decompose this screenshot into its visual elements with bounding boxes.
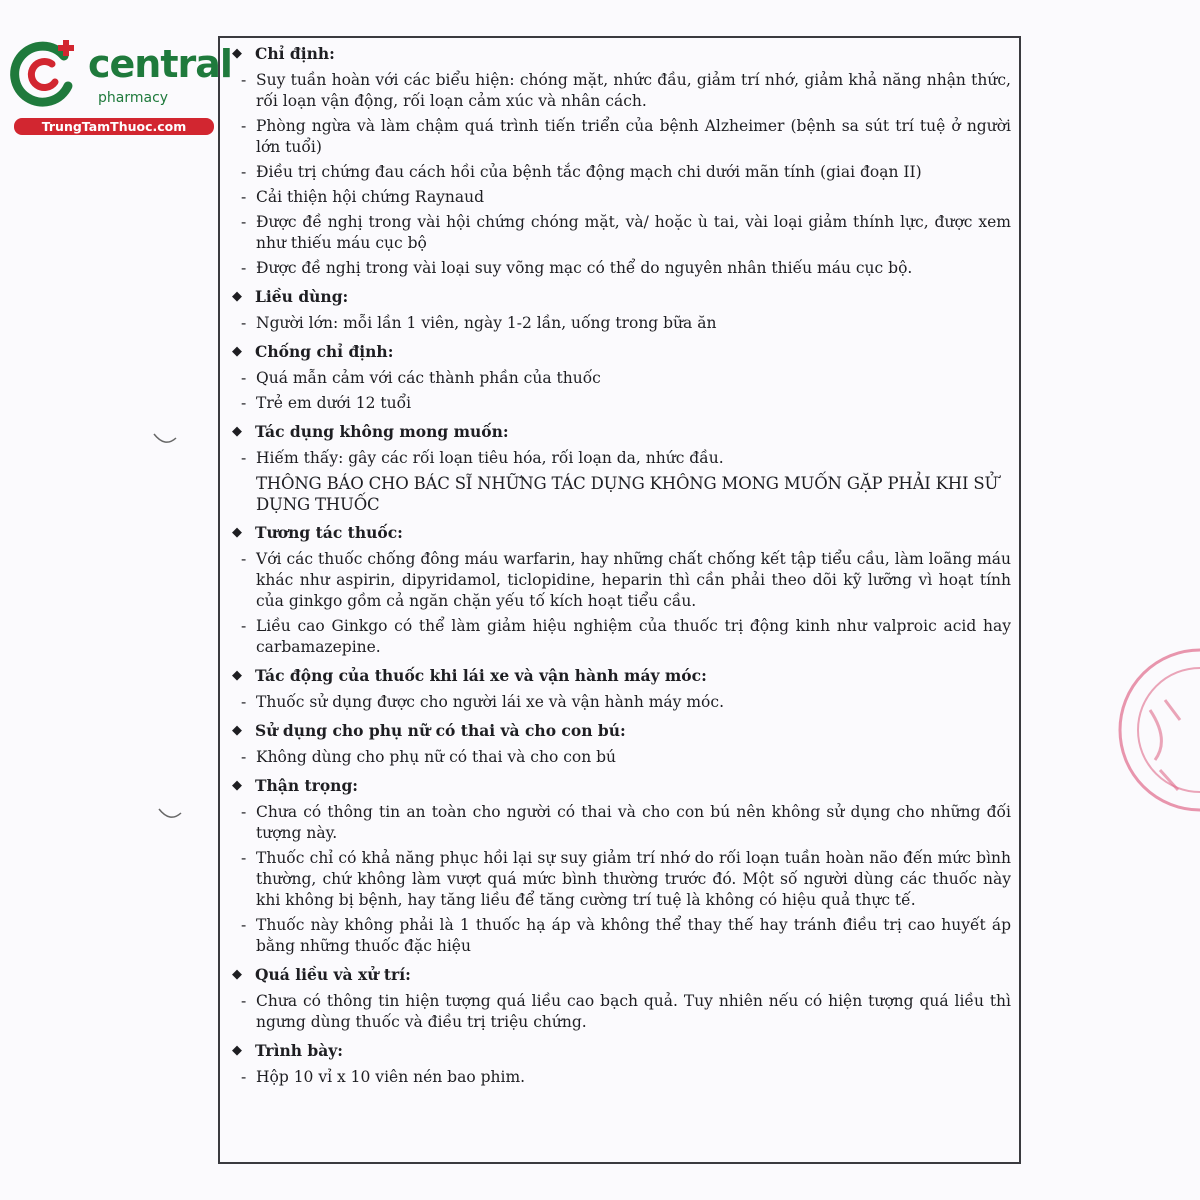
list-item xyxy=(228,448,1011,469)
list-item-text: Thuốc chỉ có khả năng phục hồi lại sự suy giảm trí nhớ do rối loạn tuần hoàn não đến mức bình thường, chứ không làm vượt quá mức bình thường trước đó. Một số người dùng các thuốc này khi không bị bệnh, hay tăng liều để tăng cường trí tuệ là không có hiệu quả thực tế. xyxy=(256,849,1011,909)
section xyxy=(228,285,1011,334)
list-item-text: Thuốc sử dụng được cho người lái xe và vận hành máy móc. xyxy=(256,693,724,711)
dash-bullet: - xyxy=(241,1068,247,1086)
section-heading-text: Chống chỉ định xyxy=(255,342,388,361)
dash-bullet: - xyxy=(241,849,247,867)
dash-bullet: - xyxy=(241,188,247,206)
section xyxy=(228,340,1011,414)
section-heading-text: Tương tác thuốc xyxy=(255,523,398,542)
section-heading-text: Chỉ định xyxy=(255,44,330,63)
list-item xyxy=(228,915,1011,957)
dash-bullet: - xyxy=(241,163,247,181)
list-item-text: Liều cao Ginkgo có thể làm giảm hiệu nghiệm của thuốc trị động kinh như valproic acid hay carbamazepine. xyxy=(256,617,1011,656)
section-heading: ◆ Tương tác thuốc: xyxy=(228,521,1011,545)
diamond-bullet-icon: ◆ xyxy=(232,424,242,439)
list-item xyxy=(228,70,1011,112)
dash-bullet: - xyxy=(241,992,247,1010)
diamond-bullet-icon: ◆ xyxy=(232,344,242,359)
dash-bullet: - xyxy=(241,314,247,332)
warning-note: THÔNG BÁO CHO BÁC SĨ NHỮNG TÁC DỤNG KHÔNG MONG MUỐN GẶP PHẢI KHI SỬ DỤNG THUỐC xyxy=(256,474,999,514)
dash-bullet: - xyxy=(241,916,247,934)
dash-bullet: - xyxy=(241,71,247,89)
list-item-text: Suy tuần hoàn với các biểu hiện: chóng mặt, nhức đầu, giảm trí nhớ, giảm khả năng nhận thức, rối loạn vận động, rối loạn cảm xúc và nhân cách. xyxy=(256,71,1011,110)
list-item xyxy=(228,162,1011,183)
section xyxy=(228,42,1011,279)
list-item xyxy=(228,802,1011,844)
list-item-text: Người lớn: mỗi lần 1 viên, ngày 1-2 lần, uống trong bữa ăn xyxy=(256,314,717,332)
diamond-bullet-icon: ◆ xyxy=(232,723,242,738)
dash-bullet: - xyxy=(241,117,247,135)
list-item xyxy=(228,313,1011,334)
section-heading: ◆ Quá liều và xử trí: xyxy=(228,963,1011,987)
logo-subtitle: pharmacy xyxy=(98,90,169,106)
list-item-text: Được đề nghị trong vài hội chứng chóng mặt, và/ hoặc ù tai, vài loại giảm thính lực, được xem như thiếu máu cục bộ xyxy=(256,213,1011,252)
section-heading: ◆ Trình bày: xyxy=(228,1039,1011,1063)
section xyxy=(228,719,1011,768)
diamond-bullet-icon: ◆ xyxy=(232,668,242,683)
section-heading: ◆ Tác dụng không mong muốn: xyxy=(228,420,1011,444)
section-heading-text: Tác động của thuốc khi lái xe và vận hành máy móc xyxy=(255,666,702,685)
list-item xyxy=(228,212,1011,254)
list-item-text: Quá mẫn cảm với các thành phần của thuốc xyxy=(256,369,601,387)
section-heading-text: Liều dùng xyxy=(255,287,343,306)
section xyxy=(228,521,1011,658)
list-item-text: Điều trị chứng đau cách hồi của bệnh tắc động mạch chi dưới mãn tính (giai đoạn II) xyxy=(256,163,922,181)
list-item-text: Thuốc này không phải là 1 thuốc hạ áp và không thể thay thế hay tránh điều trị cao huyết áp bằng những thuốc đặc hiệu xyxy=(256,916,1011,955)
list-item-text: Được đề nghị trong vài loại suy võng mạc có thể do nguyên nhân thiếu máu cục bộ. xyxy=(256,259,913,277)
dash-bullet: - xyxy=(241,693,247,711)
list-item xyxy=(228,1067,1011,1088)
dash-bullet: - xyxy=(241,213,247,231)
section-heading-text: Trình bày xyxy=(255,1041,338,1060)
logo-c-mark-icon xyxy=(8,34,88,114)
list-item-text: Chưa có thông tin hiện tượng quá liều cao bạch quả. Tuy nhiên nếu có hiện tượng quá liều thì ngưng dùng thuốc và điều trị triệu chứng. xyxy=(256,992,1011,1031)
section-heading-text: Quá liều và xử trí xyxy=(255,965,406,984)
section-heading: ◆ Tác động của thuốc khi lái xe và vận hành máy móc: xyxy=(228,664,1011,688)
dash-bullet: - xyxy=(241,748,247,766)
section xyxy=(228,1039,1011,1088)
section-heading-text: Tác dụng không mong muốn xyxy=(255,422,503,441)
list-item xyxy=(228,393,1011,414)
list-item-text: Chưa có thông tin an toàn cho người có thai và cho con bú nên không sử dụng cho những đối tượng này. xyxy=(256,803,1011,842)
list-item-text: Cải thiện hội chứng Raynaud xyxy=(256,188,485,206)
logo-name: central xyxy=(88,42,232,86)
section xyxy=(228,774,1011,957)
list-item xyxy=(228,549,1011,612)
list-item-text: Hiếm thấy: gây các rối loạn tiêu hóa, rối loạn da, nhức đầu. xyxy=(256,449,724,467)
list-item xyxy=(228,116,1011,158)
punch-hole-mark-icon xyxy=(150,430,180,450)
list-item xyxy=(228,616,1011,658)
list-item xyxy=(228,692,1011,713)
dash-bullet: - xyxy=(241,394,247,412)
leaflet-document xyxy=(218,36,1021,1164)
list-item xyxy=(228,991,1011,1033)
dash-bullet: - xyxy=(241,449,247,467)
list-item xyxy=(228,747,1011,768)
diamond-bullet-icon: ◆ xyxy=(232,525,242,540)
section-heading-text: Sử dụng cho phụ nữ có thai và cho con bú xyxy=(255,721,620,740)
list-item xyxy=(228,187,1011,208)
section xyxy=(228,420,1011,515)
diamond-bullet-icon: ◆ xyxy=(232,778,242,793)
diamond-bullet-icon: ◆ xyxy=(232,289,242,304)
section xyxy=(228,664,1011,713)
list-item-text: Hộp 10 vỉ x 10 viên nén bao phim. xyxy=(256,1068,526,1086)
dash-bullet: - xyxy=(241,259,247,277)
section-heading-text: Thận trọng xyxy=(255,776,353,795)
list-item-text: Không dùng cho phụ nữ có thai và cho con bú xyxy=(256,748,617,766)
section-heading: ◆ Sử dụng cho phụ nữ có thai và cho con bú: xyxy=(228,719,1011,743)
list-item-text: Phòng ngừa và làm chậm quá trình tiến triển của bệnh Alzheimer (bệnh sa sút trí tuệ ở người lớn tuổi) xyxy=(256,117,1011,156)
list-item xyxy=(228,848,1011,911)
list-item xyxy=(228,368,1011,389)
pharmacy-logo xyxy=(8,34,232,138)
list-item-text: Trẻ em dưới 12 tuổi xyxy=(256,394,412,412)
section xyxy=(228,963,1011,1033)
section-heading: ◆ Liều dùng: xyxy=(228,285,1011,309)
section-heading: ◆ Chống chỉ định: xyxy=(228,340,1011,364)
section-heading: ◆ Thận trọng: xyxy=(228,774,1011,798)
list-item-text: Với các thuốc chống đông máu warfarin, hay những chất chống kết tập tiểu cầu, làm loãng máu khác như aspirin, dipyridamol, ticlopidine, heparin thì cần phải theo dõi kỹ lưỡng vì hoạt tính của ginkgo gồm cả ngăn chặn yếu tố kích hoạt tiểu cầu. xyxy=(256,550,1011,610)
dash-bullet: - xyxy=(241,617,247,635)
diamond-bullet-icon: ◆ xyxy=(232,967,242,982)
logo-url-badge: TrungTamThuoc.com xyxy=(14,118,214,135)
diamond-bullet-icon: ◆ xyxy=(232,1043,242,1058)
punch-hole-mark-icon xyxy=(155,805,185,825)
diamond-bullet-icon: ◆ xyxy=(232,46,242,61)
dash-bullet: - xyxy=(241,550,247,568)
section-heading: ◆ Chỉ định: xyxy=(228,42,1011,66)
red-seal-stamp-icon xyxy=(1070,640,1200,820)
list-item xyxy=(228,258,1011,279)
dash-bullet: - xyxy=(241,369,247,387)
dash-bullet: - xyxy=(241,803,247,821)
